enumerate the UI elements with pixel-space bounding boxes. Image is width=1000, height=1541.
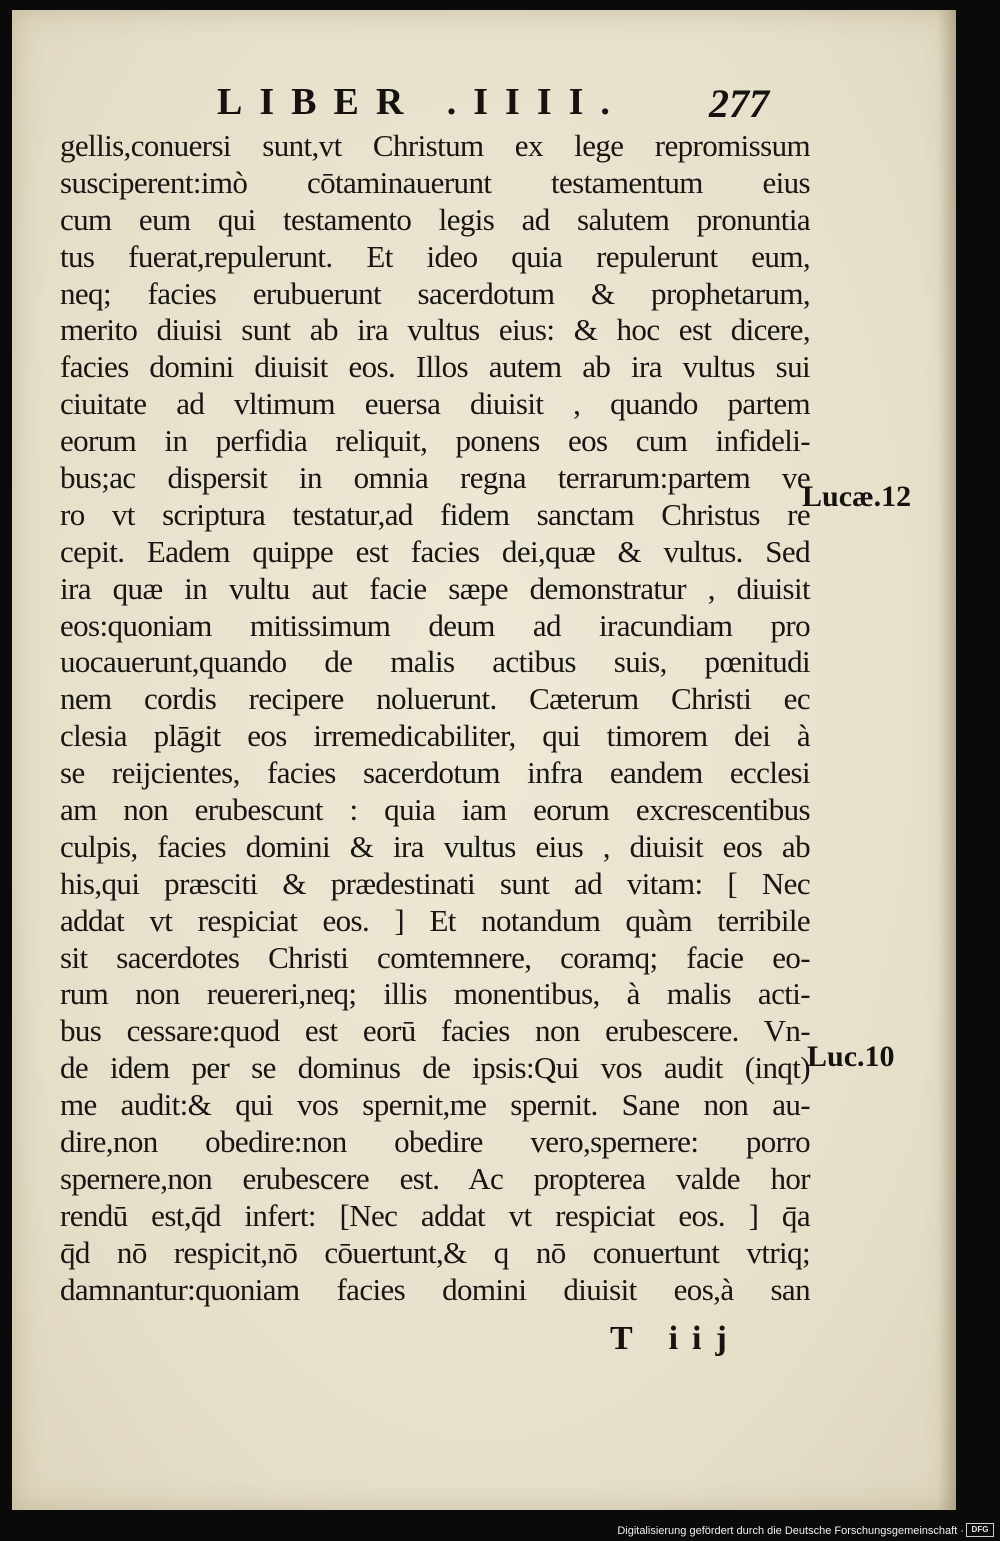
body-text: [60, 128, 810, 1309]
text-line: neq; facies erubuerunt sacerdotum & prophetarum,: [60, 275, 810, 311]
text-line: ira quæ in vultu aut facie sæpe demonstratur , diuisit: [60, 570, 810, 606]
text-line: uocauerunt,quando de malis actibus suis, pœnitudi: [60, 644, 810, 680]
text-line: bus;ac dispersit in omnia regna terrarum:partem ve: [60, 460, 810, 496]
text-line: ro vt scriptura testatur,ad fidem sanctam Christus re: [60, 496, 810, 532]
text-line: merito diuisi sunt ab ira vultus eius: & hoc est dicere,: [60, 312, 810, 348]
text-line: tus fuerat,repulerunt. Et ideo quia repulerunt eum,: [60, 238, 810, 274]
page-number: 277: [709, 81, 769, 126]
text-line: se reijcientes, facies sacerdotum infra eandem ecclesi: [60, 755, 810, 791]
text-line: nem cordis recipere noluerunt. Cæterum Christi ec: [60, 681, 810, 717]
text-line: his,qui præsciti & prædestinati sunt ad vitam: [ Nec: [60, 865, 810, 901]
margin-note-luke-12: Lucæ.12: [802, 480, 912, 513]
dfg-logo: DFG: [966, 1523, 994, 1537]
page-edge-shadow: [938, 10, 956, 1510]
text-line: rum non reuereri,neq; illis monentibus, à malis acti-: [60, 976, 810, 1012]
text-line: am non erubescunt : quia iam eorum excrescentibus: [60, 792, 810, 828]
text-line: ciuitate ad vltimum euersa diuisit , quando partem: [60, 386, 810, 422]
text-line: culpis, facies domini & ira vultus eius , diuisit eos ab: [60, 828, 810, 864]
text-line: cepit. Eadem quippe est facies dei,quæ & vultus. Sed: [60, 533, 810, 569]
margin-note-luke-10: Luc.10: [807, 1040, 895, 1073]
text-line: susciperent:imò cōtaminauerunt testamentum eius: [60, 164, 810, 200]
text-line: de idem per se dominus de ipsis:Qui vos audit (inqt): [60, 1050, 810, 1086]
text-line: cum eum qui testamento legis ad salutem pronuntia: [60, 201, 810, 237]
text-line: q̄d nō respicit,nō cōuertunt,& q nō conuertunt vtriq;: [60, 1234, 810, 1270]
text-line: gellis,conuersi sunt,vt Christum ex lege repromissum: [60, 128, 810, 163]
text-line: damnantur:quoniam facies domini diuisit eos,à san: [60, 1271, 810, 1307]
book-page: [12, 10, 956, 1510]
running-head: [12, 80, 956, 124]
text-line: clesia plāgit eos irremedicabiliter, qui timorem dei à: [60, 718, 810, 754]
text-line: addat vt respiciat eos. ] Et notandum quàm terribile: [60, 902, 810, 938]
text-line: eos:quoniam mitissimum deum ad iracundiam pro: [60, 607, 810, 643]
digitization-credit: Digitalisierung gefördert durch die Deutsche Forschungsgemeinschaft ·: [617, 1525, 964, 1537]
signature-mark: T iij: [610, 1320, 741, 1357]
text-line: bus cessare:quod est eorū facies non erubescere. Vn-: [60, 1013, 810, 1049]
text-line: dire,non obedire:non obedire vero,spernere: porro: [60, 1124, 810, 1160]
text-line: eorum in perfidia reliquit, ponens eos cum infideli-: [60, 423, 810, 459]
running-title: LIBER .IIII.: [217, 81, 627, 123]
text-line: me audit:& qui vos spernit,me spernit. Sane non au-: [60, 1087, 810, 1123]
text-line: spernere,non erubescere est. Ac propterea valde hor: [60, 1160, 810, 1196]
text-line: rendū est,q̄d infert: [Nec addat vt respiciat eos. ] q̄a: [60, 1197, 810, 1233]
text-line: sit sacerdotes Christi comtemnere, coramq; facie eo-: [60, 939, 810, 975]
text-line: facies domini diuisit eos. Illos autem ab ira vultus sui: [60, 349, 810, 385]
